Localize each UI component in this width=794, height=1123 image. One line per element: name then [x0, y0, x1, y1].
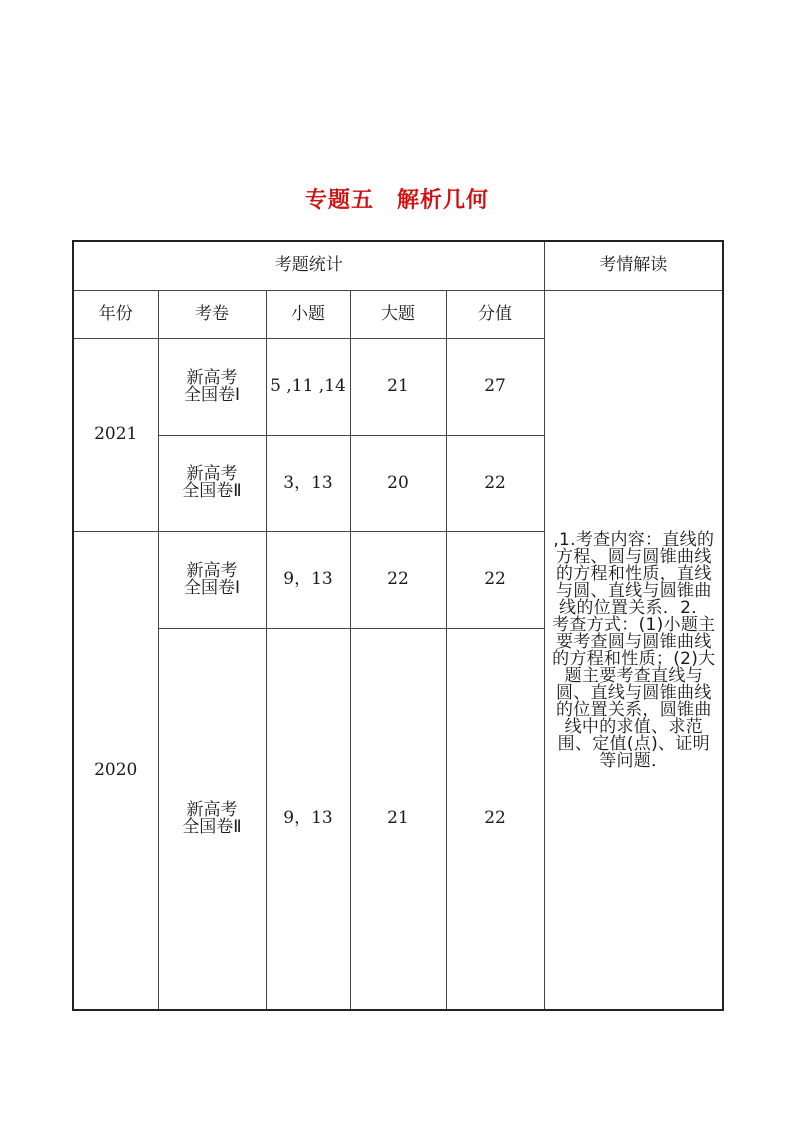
small-questions-cell: 3，13: [266, 435, 350, 531]
big-questions-cell: 22: [350, 531, 446, 628]
exam-analysis-cell: [544, 290, 723, 1010]
paper-cell: [158, 531, 266, 628]
big-questions-cell: 20: [350, 435, 446, 531]
paper-line-2: 全国卷Ⅰ: [183, 384, 240, 405]
paper-line-1: 新高考: [186, 464, 238, 484]
header-exam-analysis: 考情解读: [544, 241, 723, 290]
exam-statistics-table: [72, 240, 724, 1011]
column-header-score: 分值: [446, 290, 544, 338]
column-header-big-questions: 大题: [350, 290, 446, 338]
paper-line-2: 全国卷Ⅱ: [182, 816, 242, 837]
score-cell: 22: [446, 531, 544, 628]
big-questions-cell: 21: [350, 628, 446, 1010]
small-questions-cell: 9，13: [266, 628, 350, 1010]
paper-line-2: 全国卷Ⅱ: [182, 481, 242, 501]
header-exam-statistics: 考题统计: [73, 241, 544, 290]
paper-line-1: 新高考: [186, 367, 238, 388]
year-cell-2021: 2021: [73, 338, 158, 531]
exam-analysis-text: ,1.考查内容：直线的方程、圆与圆锥曲线的方程和性质，直线与圆、直线与圆锥曲线的位置关系．2．考查方式：(1)小题主要考查圆与圆锥曲线的方程和性质；(2)大题主要考查直线与圆、直线与圆锥曲线的位置关系，圆锥曲线中的求值、求范围、定值(点)、证明等问题．: [552, 529, 716, 771]
column-header-paper: 考卷: [158, 290, 266, 338]
paper-line-1: 新高考: [186, 799, 238, 820]
score-cell: 22: [446, 628, 544, 1010]
small-questions-cell: 5 ,11 ,14: [266, 338, 350, 435]
paper-line-2: 全国卷Ⅰ: [183, 577, 240, 598]
year-cell-2020: 2020: [73, 531, 158, 1010]
page-title: 专题五 解析几何: [304, 188, 489, 213]
paper-cell: [158, 628, 266, 1010]
paper-cell: [158, 338, 266, 435]
score-cell: 27: [446, 338, 544, 435]
big-questions-cell: 21: [350, 338, 446, 435]
score-cell: 22: [446, 435, 544, 531]
small-questions-cell: 9，13: [266, 531, 350, 628]
column-header-small-questions: 小题: [266, 290, 350, 338]
paper-line-1: 新高考: [186, 560, 238, 581]
paper-cell: [158, 435, 266, 531]
column-header-year: 年份: [73, 290, 158, 338]
